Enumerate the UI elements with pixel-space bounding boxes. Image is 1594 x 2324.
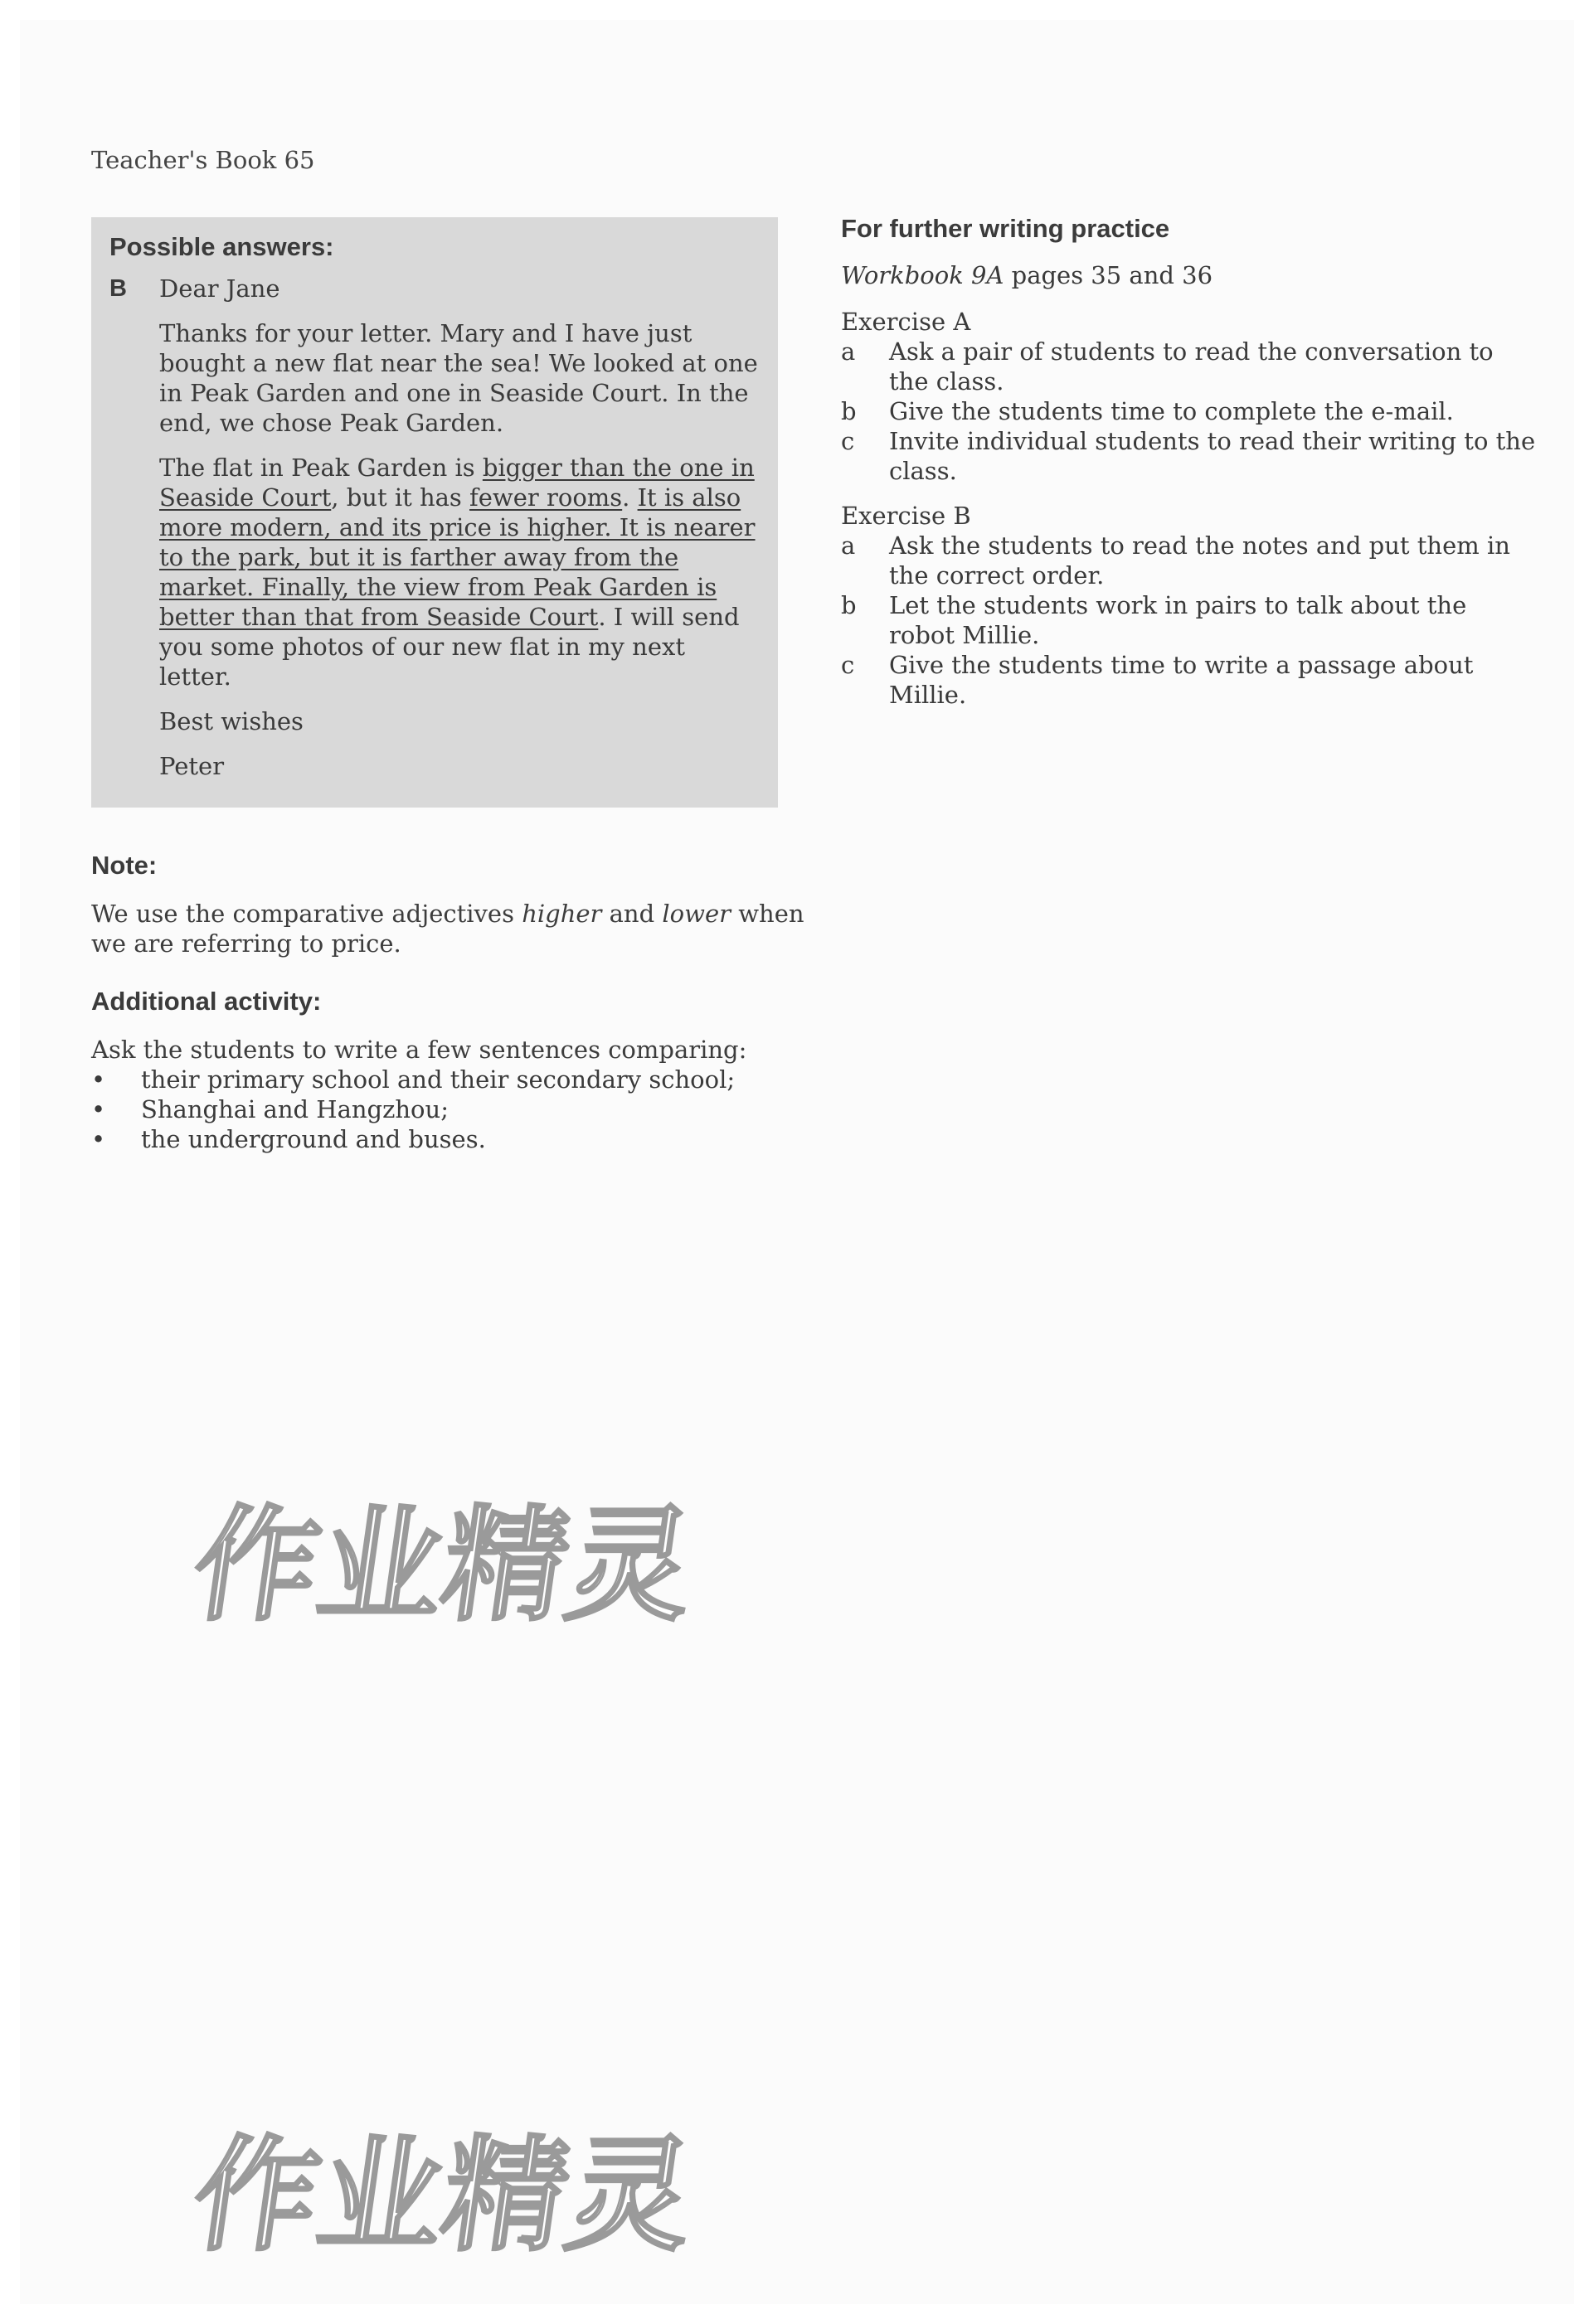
note-section [91, 851, 804, 958]
further-practice-heading: For further writing practice [841, 214, 1170, 243]
watermark-text: 作业精灵 [184, 2123, 703, 2268]
letter-paragraph-2 [159, 453, 760, 691]
letter-signature: Peter [159, 752, 225, 780]
exercise-a-title: Exercise A [841, 308, 971, 336]
note-higher: higher [522, 900, 602, 928]
list-item: c Invite individual students to read their writing to the class. [841, 427, 1536, 485]
bullet-icon: • [91, 1125, 106, 1153]
para2-underlined-2: fewer rooms [469, 483, 623, 512]
note-text-3: when we are referring to price. [91, 900, 804, 958]
additional-activity-heading: Additional activity: [91, 987, 322, 1016]
note-text-1: We use the comparative adjectives [91, 900, 522, 928]
para2-underlined-1: bigger than the one in Seaside Court [159, 454, 755, 512]
workbook-pages: pages 35 and 36 [1004, 261, 1213, 289]
page-header: Teacher's Book 65 [91, 146, 315, 174]
exercise-b-list [841, 531, 1538, 710]
para2-text-4: . I will send you some photos of our new flat in my next letter. [159, 603, 740, 691]
list-item: b Give the students time to complete the e-mail. [841, 397, 1454, 425]
letter-closing: Best wishes [159, 707, 304, 735]
note-lower: lower [662, 900, 731, 928]
note-heading: Note: [91, 851, 158, 880]
exercise-marker: B [109, 275, 127, 302]
list-item: • the underground and buses. [91, 1125, 486, 1153]
para2-text-3: . [622, 483, 638, 512]
possible-answers-box [91, 217, 778, 808]
bullet-icon: • [91, 1095, 106, 1123]
list-item: • Shanghai and Hangzhou; [91, 1095, 449, 1123]
possible-answers-heading: Possible answers: [109, 232, 334, 261]
watermark-text: 作业精灵 [184, 1492, 703, 1638]
workbook-title: Workbook 9A [841, 261, 1004, 289]
note-text-2: and [601, 900, 663, 928]
letter-paragraph-1: Thanks for your letter. Mary and I have just bought a new flat near the sea! We looked at one in Peak Garden and one in Seaside Court. In the end, we chose Peak Garden. [159, 319, 758, 437]
additional-list [91, 1065, 804, 1154]
additional-intro: Ask the students to write a few sentences comparing: [91, 1036, 747, 1064]
para2-text-1: The flat in Peak Garden is [159, 454, 483, 482]
workbook-reference [841, 260, 1538, 290]
further-practice-section [841, 214, 1538, 725]
bullet-icon: • [91, 1065, 106, 1094]
exercise-b-title: Exercise B [841, 502, 971, 530]
para2-text-2: , but it has [331, 483, 470, 512]
list-item: a Ask a pair of students to read the conversation to the class. [841, 337, 1494, 395]
note-text [91, 899, 804, 958]
letter-greeting: Dear Jane [159, 274, 280, 303]
additional-activity-section [91, 987, 804, 1154]
para2-underlined-3: It is also more modern, and its price is higher. It is nearer to the park, but it is farther away from the market. Finally, the view from Peak Garden is better than that from Seaside Court [159, 483, 756, 631]
list-item: a Ask the students to read the notes and put them in the correct order. [841, 531, 1510, 589]
list-item: c Give the students time to write a passage about Millie. [841, 651, 1474, 709]
exercise-a-list [841, 337, 1538, 486]
list-item: b Let the students work in pairs to talk about the robot Millie. [841, 591, 1467, 649]
list-item: • their primary school and their secondary school; [91, 1065, 736, 1094]
sample-letter [109, 274, 760, 781]
